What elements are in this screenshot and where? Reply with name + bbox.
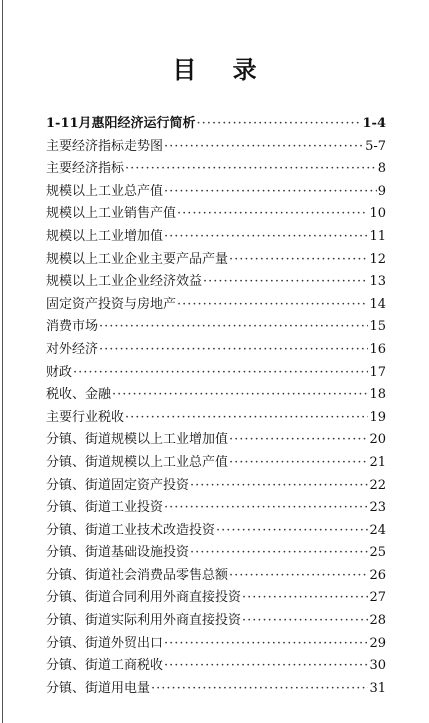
toc-entry[interactable] <box>46 181 386 204</box>
toc-entry-page-number: 23 <box>369 500 386 516</box>
dot-leader <box>190 542 368 565</box>
toc-entry[interactable] <box>46 271 386 294</box>
dot-leader <box>177 294 368 317</box>
toc-entry-title: 分镇、街道用电量 <box>46 680 151 696</box>
toc-entry-page-number: 22 <box>369 477 386 493</box>
toc-entry-page-number: 30 <box>369 658 386 674</box>
toc-entry-page-number: 14 <box>369 296 386 312</box>
toc-entry-title: 消费市场 <box>46 319 99 335</box>
toc-entry[interactable] <box>46 610 386 633</box>
dot-leader <box>242 610 368 633</box>
toc-entry-title: 规模以上工业总产值 <box>46 183 164 199</box>
dot-leader <box>164 226 368 249</box>
left-border-line <box>2 0 3 723</box>
dot-leader <box>99 339 368 362</box>
toc-entry[interactable] <box>46 542 386 565</box>
dot-leader <box>229 429 368 452</box>
toc-entry-page-number: 19 <box>369 409 386 425</box>
toc-entry-page-number: 21 <box>369 454 386 470</box>
toc-entry[interactable] <box>46 249 386 272</box>
dot-leader <box>216 520 368 543</box>
dot-leader <box>164 181 377 204</box>
toc-entry-page-number: 15 <box>369 319 386 335</box>
toc-entry-title: 分镇、街道工业技术改造投资 <box>46 522 216 538</box>
toc-entry-title: 财政 <box>46 364 73 380</box>
toc-entry-page-number: 26 <box>369 567 386 583</box>
toc-entry-page-number: 18 <box>369 387 386 403</box>
dot-leader <box>112 384 368 407</box>
toc-entry-title: 分镇、街道合同利用外商直接投资 <box>46 590 242 606</box>
toc-entry-title: 对外经济 <box>46 341 99 357</box>
toc-entry-page-number: 28 <box>369 613 386 629</box>
toc-entry[interactable] <box>46 339 386 362</box>
toc-entry-title: 规模以上工业企业主要产品产量 <box>46 251 229 267</box>
toc-entry-title: 主要行业税收 <box>46 409 125 425</box>
toc-entry[interactable] <box>46 475 386 498</box>
dot-leader <box>164 633 368 656</box>
toc-entry-page-number: 31 <box>369 680 386 696</box>
dot-leader <box>197 113 362 136</box>
toc-entry-page-number: 20 <box>369 432 386 448</box>
toc-entry[interactable] <box>46 678 386 701</box>
dot-leader <box>190 475 368 498</box>
toc-entry[interactable] <box>46 203 386 226</box>
toc-entry[interactable] <box>46 497 386 520</box>
dot-leader <box>203 271 368 294</box>
dot-leader <box>229 565 368 588</box>
toc-entry-page-number: 10 <box>369 206 386 222</box>
dot-leader <box>151 678 368 701</box>
dot-leader <box>164 497 368 520</box>
toc-entry-page-number: 13 <box>369 274 386 290</box>
toc-entry-title: 分镇、街道固定资产投资 <box>46 477 190 493</box>
toc-entry[interactable] <box>46 565 386 588</box>
toc-entry-title: 分镇、街道社会消费品零售总额 <box>46 567 229 583</box>
toc-entry-title: 税收、金融 <box>46 387 112 403</box>
dot-leader <box>242 587 368 610</box>
toc-entry[interactable] <box>46 226 386 249</box>
table-of-contents <box>46 113 386 700</box>
dot-leader <box>73 362 368 385</box>
dot-leader <box>177 203 368 226</box>
toc-entry-title: 分镇、街道规模以上工业总产值 <box>46 454 229 470</box>
dot-leader <box>164 655 368 678</box>
toc-entry-title: 分镇、街道基础设施投资 <box>46 545 190 561</box>
toc-entry[interactable] <box>46 429 386 452</box>
toc-entry[interactable] <box>46 158 386 181</box>
page-title: 目 录 <box>172 56 271 84</box>
toc-entry[interactable] <box>46 294 386 317</box>
toc-entry-page-number: 12 <box>369 251 386 267</box>
toc-entry-page-number: 16 <box>369 341 386 357</box>
dot-leader <box>229 452 368 475</box>
toc-entry[interactable] <box>46 113 386 136</box>
toc-entry-page-number: 25 <box>369 545 386 561</box>
toc-entry-page-number: 5-7 <box>365 138 386 154</box>
toc-entry[interactable] <box>46 520 386 543</box>
toc-entry[interactable] <box>46 384 386 407</box>
dot-leader <box>164 136 364 159</box>
toc-entry-title: 分镇、街道实际利用外商直接投资 <box>46 613 242 629</box>
toc-entry-page-number: 1-4 <box>362 116 386 131</box>
toc-entry-page-number: 29 <box>369 635 386 651</box>
toc-entry[interactable] <box>46 136 386 159</box>
dot-leader <box>125 158 377 181</box>
toc-entry-title: 1-11月惠阳经济运行简析 <box>46 116 196 131</box>
dot-leader <box>125 407 368 430</box>
toc-entry[interactable] <box>46 407 386 430</box>
dot-leader <box>229 249 368 272</box>
toc-entry-title: 主要经济指标走势图 <box>46 138 164 154</box>
dot-leader <box>99 316 368 339</box>
toc-entry-title: 规模以上工业销售产值 <box>46 206 177 222</box>
toc-entry[interactable] <box>46 587 386 610</box>
toc-entry-page-number: 24 <box>369 522 386 538</box>
toc-entry[interactable] <box>46 655 386 678</box>
toc-entry-page-number: 9 <box>377 183 386 199</box>
toc-entry-page-number: 17 <box>369 364 386 380</box>
toc-entry-title: 规模以上工业企业经济效益 <box>46 274 203 290</box>
toc-entry-title: 分镇、街道工商税收 <box>46 658 164 674</box>
toc-entry-page-number: 11 <box>369 228 386 244</box>
toc-entry-page-number: 8 <box>377 161 386 177</box>
toc-entry-title: 固定资产投资与房地产 <box>46 296 177 312</box>
toc-entry-title: 规模以上工业增加值 <box>46 228 164 244</box>
toc-entry-title: 分镇、街道工业投资 <box>46 500 164 516</box>
toc-entry[interactable] <box>46 316 386 339</box>
toc-entry[interactable] <box>46 452 386 475</box>
toc-entry-page-number: 27 <box>369 590 386 606</box>
toc-entry-title: 主要经济指标 <box>46 161 125 177</box>
toc-entry-title: 分镇、街道外贸出口 <box>46 635 164 651</box>
toc-entry[interactable] <box>46 362 386 385</box>
toc-entry-title: 分镇、街道规模以上工业增加值 <box>46 432 229 448</box>
toc-entry[interactable] <box>46 633 386 656</box>
